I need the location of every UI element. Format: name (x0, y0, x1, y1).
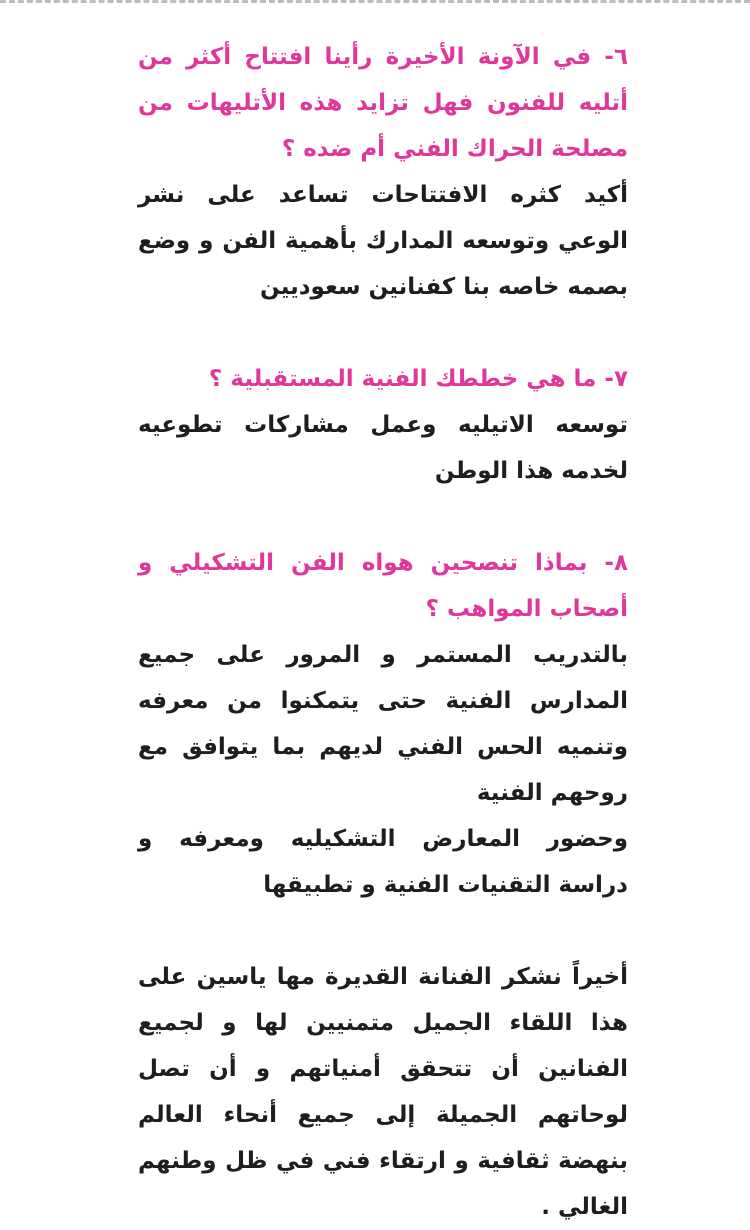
section-gap (138, 310, 628, 356)
interview-content (138, 34, 628, 1230)
question-6: ٦- في الآونة الأخيرة رأينا افتتاح أكثر من أتليه للفنون فهل تزايد هذه الأتليهات من مصلحة الحراك الفني أم ضده ؟ (138, 44, 628, 162)
section-gap (138, 908, 628, 954)
answer-6: أكيد كثره الافتتاحات تساعد على نشر الوعي وتوسعه المدارك بأهمية الفن و وضع بصمه خاصه بنا كفنانين سعوديين (138, 182, 628, 300)
top-dashed-border (0, 0, 750, 3)
answer-8-part-1: بالتدريب المستمر و المرور على جميع المدارس الفنية حتى يتمكنوا من معرفه وتنميه الحس الفني لديهم بما يتوافق مع روحهم الفنية (138, 642, 628, 806)
question-7: ٧- ما هي خططك الفنية المستقبلية ؟ (208, 366, 628, 392)
closing-paragraph: أخيراً نشكر الفنانة القديرة مها ياسين على هذا اللقاء الجميل متمنيين لها و لجميع الفنانين أن تتحقق أمنياتهم و أن تصل لوحاتهم الجميلة إلى جميع أنحاء العالم بنهضة ثقافية و ارتقاء فني في ظل وطنهم الغالي . (138, 964, 628, 1220)
answer-8-part-2: وحضور المعارض التشكيليه ومعرفه و دراسة التقنيات الفنية و تطبيقها (138, 826, 628, 898)
question-8: ٨- بماذا تنصحين هواه الفن التشكيلي و أصحاب المواهب ؟ (138, 550, 628, 622)
answer-7: توسعه الاتيليه وعمل مشاركات تطوعيه لخدمه هذا الوطن (138, 412, 628, 484)
section-gap (138, 494, 628, 540)
